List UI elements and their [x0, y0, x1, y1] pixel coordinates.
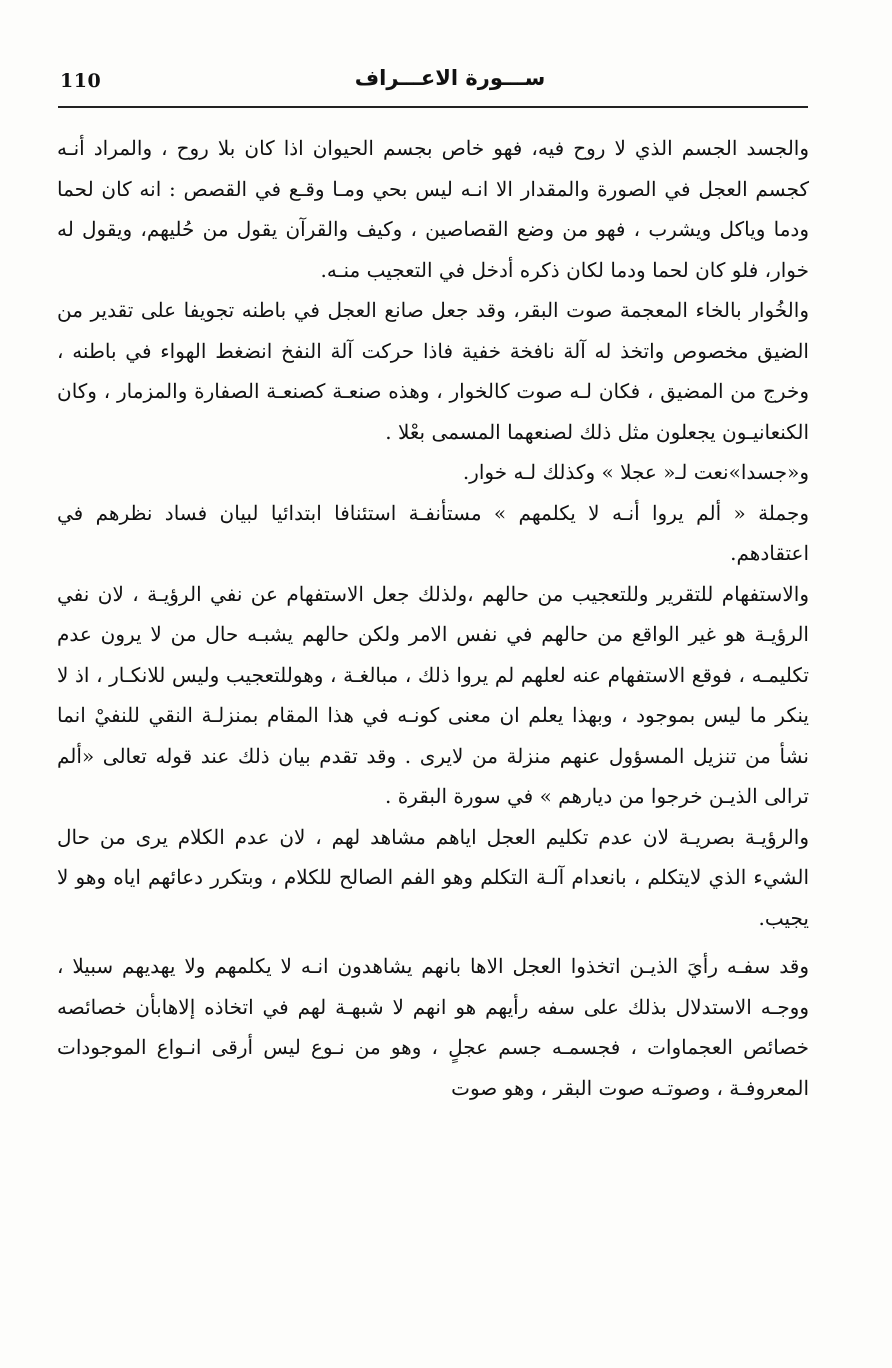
header-divider [58, 106, 808, 108]
paragraph: وقد سفـه رأيَ الذيـن اتخذوا العجل الاها بانهم يشاهدون انـه لا يكلمهم ولا يهديهم سبيلا ، ووجـه الاستدلال بذلك على سفه رأيهم هو انهم لا شبهـة لهم في اتخاذه إلاهابأن خصائصه خصائص العجماوات ، فجسمـه جسم عجلٍ ، وهو من نـوع ليس أرقى انـواع الموجودات المعروفـة ، وصوتـه صوت البقر ، وهو صوت [57, 954, 809, 1100]
page-number: 110 [60, 70, 102, 92]
paragraph: وجملة « ألم يروا أنـه لا يكلمهم » مستأنفـة استئنافا ابتدائيا لبيان فساد نظرهم في اعتقادهم. [57, 500, 809, 565]
body-text [57, 128, 809, 1108]
paragraph: والاستفهام للتقرير وللتعجيب من حالهم ،ولذلك جعل الاستفهام عن نفي الرؤيـة ، لان نفي الرؤيـة هو غير الواقع من حالهم في نفس الامر ولكن حالهم يشبـه حال من لا يرون عدم تكليمـه ، فوقع الاستفهام عنه لعلهم لم يروا ذلك ، مبالغـة ، وهوللتعجيب وليس للانكـار ، اذ لا ينكر ما ليس بموجود ، وبهذا يعلم ان معنى كونـه في هذا المقام بمنزلـة النقي للنفيْ انما نشأ من تنزيل المسؤول عنهم منزلة من لايرى . وقد تقدم بيان ذلك عند قوله تعالى «ألم ترالى الذيـن خرجوا من ديارهم » في سورة البقرة . [57, 581, 809, 808]
page-header [60, 62, 808, 98]
paragraph: و«جسدا»نعت لـ« عجلا » وكذلك لـه خوار. [462, 460, 809, 484]
paragraph: والخُوار بالخاء المعجمة صوت البقر، وقد جعل صانع العجل في باطنه تجويفا على تقدير من الضيق مخصوص واتخذ له آلة نافخة خفية فاذا حركت آلة النفخ انضغط الهواء في باطنه ، وخرج من المضيق ، فكان لـه صوت كالخوار ، وهذه صنعـة كصنعـة الصفارة والمزمار ، وكان الكنعانيـون يجعلون مثل ذلك لصنعهما المسمى بعْلا . [57, 298, 809, 444]
running-title: ســـورة الاعـــراف [354, 66, 546, 90]
paragraph: والرؤيـة بصريـة لان عدم تكليم العجل اياهم مشاهد لهم ، لان عدم الكلام يرى من حال الشيء الذي لايتكلم ، بانعدام آلـة التكلم وهو الفم الصالح للكلام ، وبتكرر دعائهم اياه وهو لا يجيب. [57, 824, 809, 930]
paragraph: والجسد الجسم الذي لا روح فيه، فهو خاص بجسم الحيوان اذا كان بلا روح ، والمراد أنـه كجسم العجل في الصورة والمقدار الا انـه ليس بحي ومـا وقـع في القصص : انه كان لحما ودما وياكل ويشرب ، فهو من وضع القصاصين ، وكيف والقرآن يقول من حُليهم، ويقول له خوار، فلو كان لحما ودما لكان ذكره أدخل في التعجيب منـه. [57, 136, 809, 282]
